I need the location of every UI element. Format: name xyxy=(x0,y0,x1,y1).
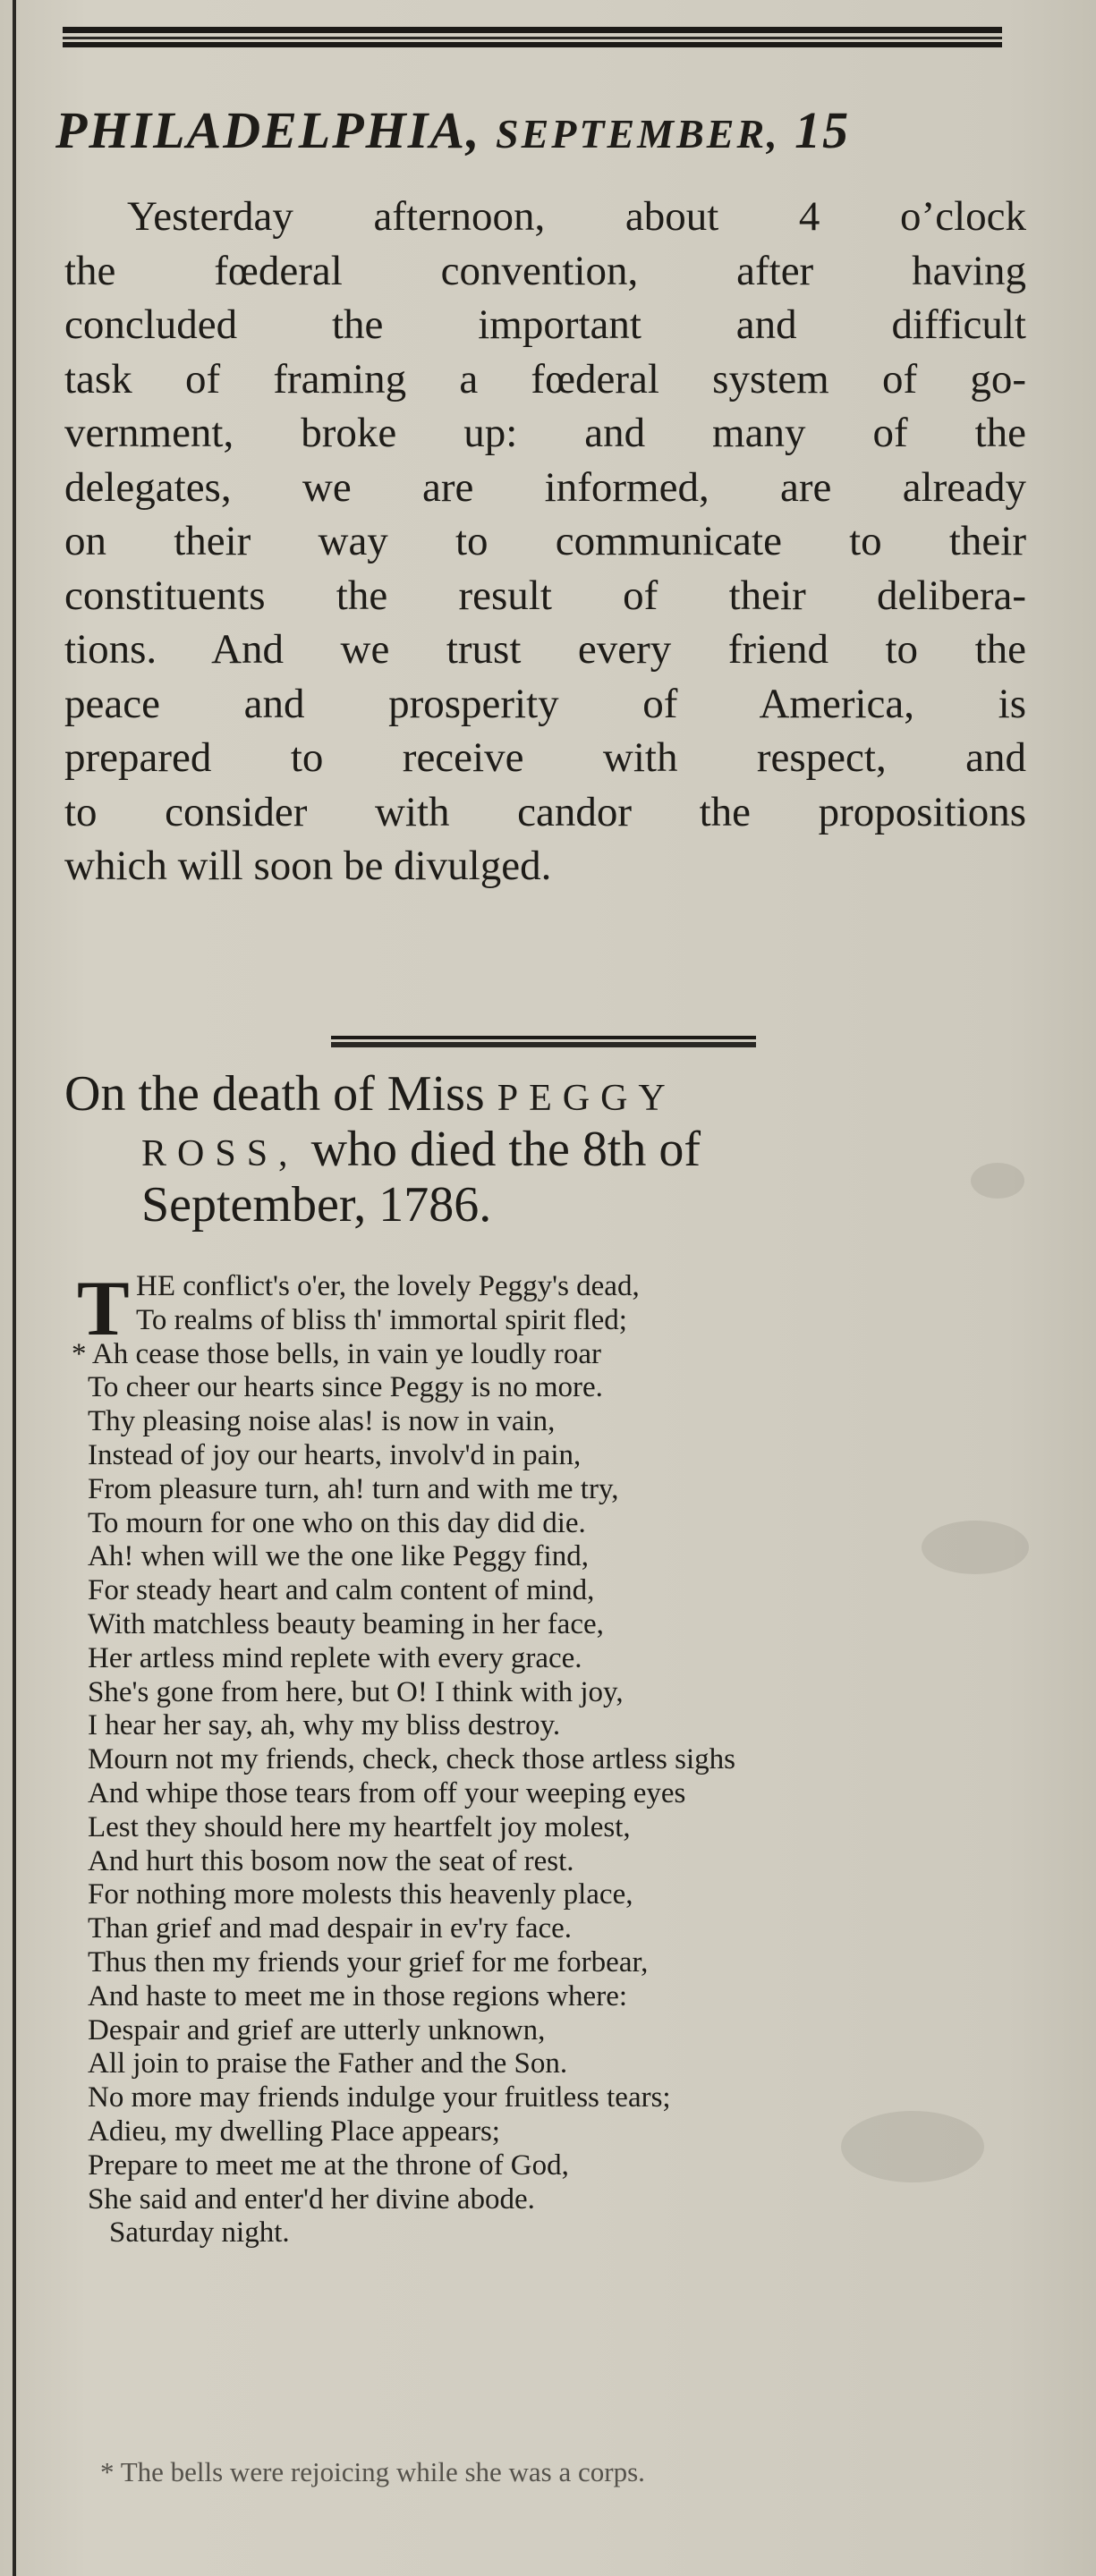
dateline-month: SEPTEMBER, xyxy=(496,111,780,157)
poem-title-name: ROSS, xyxy=(141,1133,299,1174)
dateline xyxy=(55,100,1022,160)
verse-line: No more may friends indulge your fruitless tears; xyxy=(88,2081,671,2114)
header-rule xyxy=(63,27,1002,47)
dateline-day: 15 xyxy=(794,101,851,159)
poem-dropcap: T xyxy=(77,1266,130,1352)
verse-line: And hurt this bosom now the seat of rest. xyxy=(88,1844,574,1877)
poem-title-line xyxy=(64,1066,1031,1122)
verse-line: And whipe those tears from off your weeping eyes xyxy=(88,1776,686,1809)
article-line: delegates, we are informed, are already xyxy=(64,463,1026,511)
verse-line: I hear her say, ah, why my bliss destroy. xyxy=(88,1709,561,1742)
poem-footnote: * The bells were rejoicing while she was a corps. xyxy=(100,2456,645,2487)
convention-article xyxy=(64,190,1026,894)
verse-line: Than grief and mad despair in ev'ry face. xyxy=(88,1912,573,1945)
section-divider xyxy=(331,1036,756,1048)
verse-line: Saturday night. xyxy=(109,2216,290,2250)
column-edge-rule xyxy=(13,0,16,2576)
verse-line: Mourn not my friends, check, check those artless sighs xyxy=(88,1743,736,1776)
article-line: the fœderal convention, after having xyxy=(64,247,1026,294)
paper-stain xyxy=(841,2111,984,2182)
poem-verse xyxy=(72,1266,1011,2250)
poem-title-line: September, 1786. xyxy=(141,1177,492,1233)
article-line: peace and prosperity of America, is xyxy=(64,680,1026,727)
article-line: which will soon be divulged. xyxy=(64,843,552,889)
verse-line: For nothing more molests this heavenly place, xyxy=(88,1878,633,1911)
article-line: tions. And we trust every friend to the xyxy=(64,626,1026,673)
article-line: concluded the important and difficult xyxy=(64,301,1026,348)
verse-line: And haste to meet me in those regions where: xyxy=(88,1979,628,2012)
poem-title-line xyxy=(64,1122,1031,1177)
article-line: Yesterday afternoon, about 4 o’clock xyxy=(127,193,1026,240)
article-line: to consider with candor the propositions xyxy=(64,788,1026,835)
poem-title xyxy=(64,1066,1031,1233)
verse-line: She said and enter'd her divine abode. xyxy=(88,2182,535,2216)
article-line: on their way to communicate to their xyxy=(64,518,1026,564)
verse-line: Adieu, my dwelling Place appears; xyxy=(88,2114,500,2148)
verse-line: Lest they should here my heartfelt joy molest, xyxy=(88,1810,631,1843)
dateline-city: PHILADELPHIA, xyxy=(55,101,481,159)
verse-line: To realms of bliss th' immortal spirit fled; xyxy=(136,1303,627,1336)
verse-line: Instead of joy our hearts, involv'd in pain, xyxy=(88,1438,582,1471)
poem-title-name: PEGGY xyxy=(497,1078,676,1119)
verse-line: All join to praise the Father and the Son. xyxy=(88,2047,568,2080)
verse-line: To mourn for one who on this day did die. xyxy=(88,1506,586,1539)
verse-line: To cheer our hearts since Peggy is no more. xyxy=(88,1371,603,1404)
article-line: vernment, broke up: and many of the xyxy=(64,410,1026,456)
verse-line: Her artless mind replete with every grace. xyxy=(88,1641,582,1674)
article-line: constituents the result of their delibera- xyxy=(64,572,1026,619)
paper-stain xyxy=(971,1163,1024,1199)
verse-line: With matchless beauty beaming in her face, xyxy=(88,1607,604,1640)
article-line: task of framing a fœderal system of go- xyxy=(64,355,1026,402)
poem-title-text: On the death of Miss xyxy=(64,1066,485,1122)
verse-line: * Ah cease those bells, in vain ye loudly roar xyxy=(72,1337,602,1370)
verse-line: For steady heart and calm content of mind, xyxy=(88,1574,595,1607)
verse-line: Thy pleasing noise alas! is now in vain, xyxy=(88,1405,556,1438)
verse-line: She's gone from here, but O! I think with joy, xyxy=(88,1675,624,1708)
poem-title-text: who died the 8th of xyxy=(310,1122,701,1177)
verse-line: From pleasure turn, ah! turn and with me try, xyxy=(88,1472,619,1505)
article-line: prepared to receive with respect, and xyxy=(64,734,1026,781)
paper-stain xyxy=(922,1521,1029,1574)
verse-line: Ah! when will we the one like Peggy find, xyxy=(88,1540,589,1573)
verse-line: Prepare to meet me at the throne of God, xyxy=(88,2148,569,2182)
verse-line: HE conflict's o'er, the lovely Peggy's dead, xyxy=(136,1270,640,1302)
verse-line: Thus then my friends your grief for me forbear, xyxy=(88,1945,649,1979)
verse-line: Despair and grief are utterly unknown, xyxy=(88,2013,546,2046)
